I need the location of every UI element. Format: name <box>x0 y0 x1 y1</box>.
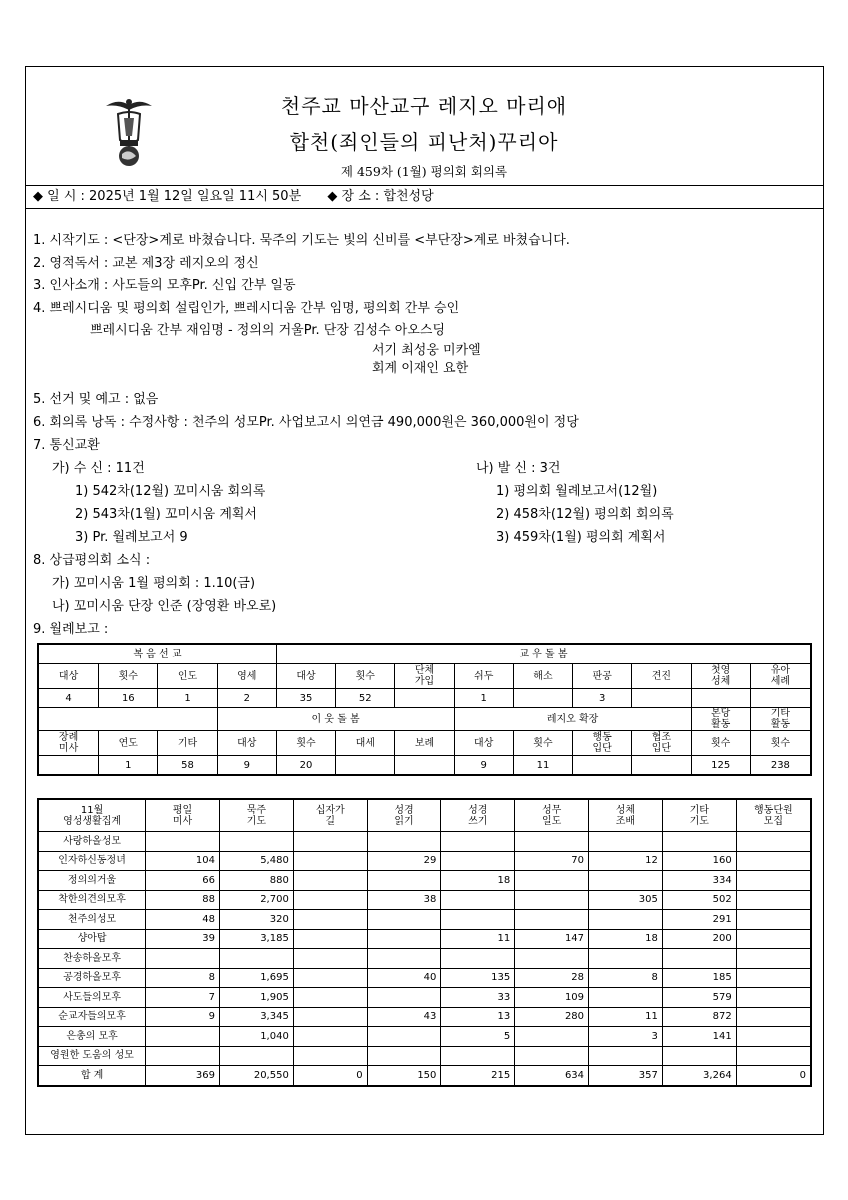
item-2: 2. 영적독서 : 교본 제3장 레지오의 정신 <box>33 256 259 271</box>
count-cell <box>736 949 811 969</box>
count-cell <box>293 988 367 1008</box>
table-row <box>38 851 811 871</box>
top-header-cell-11: 첫영 성체 <box>691 664 750 689</box>
table-row <box>38 1007 811 1027</box>
top-header-cell-12: 유아 세례 <box>750 664 811 689</box>
count-cell: 88 <box>146 890 220 910</box>
count-cell: 872 <box>662 1007 736 1027</box>
top-value2-cell-7: 9 <box>454 756 513 776</box>
count-cell <box>293 968 367 988</box>
meeting-info <box>25 185 824 209</box>
item-7: 7. 통신교환 <box>33 438 100 453</box>
count-cell: 29 <box>367 851 441 871</box>
received-1: 1) 542차(12월) 꼬미시움 회의록 <box>75 484 266 499</box>
count-cell <box>293 851 367 871</box>
top-header-cell-0: 대상 <box>38 664 99 689</box>
monthly-activity-table <box>37 643 812 776</box>
top-header2-cell-11: 횟수 <box>691 731 750 756</box>
top-value-cell-2: 1 <box>158 689 217 708</box>
count-cell <box>662 949 736 969</box>
count-cell <box>367 910 441 930</box>
sent-3: 3) 459차(1월) 평의회 계획서 <box>496 530 666 545</box>
meeting-date: ◆ 일 시 : 2025년 1월 12일 일요일 11시 50분 <box>33 189 302 204</box>
count-cell <box>662 1046 736 1066</box>
count-cell <box>293 832 367 852</box>
count-cell <box>293 910 367 930</box>
received-3: 3) Pr. 월례보고서 9 <box>75 530 188 545</box>
top-value-cell-0: 4 <box>38 689 99 708</box>
top-value2-cell-9 <box>573 756 632 776</box>
count-cell: 634 <box>515 1066 589 1086</box>
count-cell: 0 <box>293 1066 367 1086</box>
count-cell: 357 <box>589 1066 663 1086</box>
count-cell: 502 <box>662 890 736 910</box>
received-2: 2) 543차(1월) 꼬미시움 계획서 <box>75 507 257 522</box>
count-cell <box>736 1007 811 1027</box>
top-value-cell-10 <box>632 689 691 708</box>
title-main: 천주교 마산교구 레지오 마리애 <box>280 94 568 118</box>
top-value2-cell-12: 238 <box>750 756 811 776</box>
count-cell: 2,700 <box>219 890 293 910</box>
count-cell <box>367 832 441 852</box>
count-cell <box>736 1046 811 1066</box>
item-4-sub-2: 서기 최성웅 미카엘 <box>372 343 481 358</box>
count-cell <box>293 949 367 969</box>
count-cell: 104 <box>146 851 220 871</box>
item-8-sub-1: 가) 꼬미시움 1월 평의회 : 1.10(금) <box>52 576 256 591</box>
count-cell <box>146 949 220 969</box>
praesidium-name: 정의의거울 <box>38 871 146 891</box>
count-cell: 38 <box>367 890 441 910</box>
top-value2-cell-1: 1 <box>99 756 158 776</box>
praesidium-name: 샹아탑 <box>38 929 146 949</box>
meeting-subtitle: 제 459차 (1월) 평의회 회의록 <box>340 164 508 179</box>
count-cell <box>736 1027 811 1047</box>
count-cell: 579 <box>662 988 736 1008</box>
top-value2-cell-0 <box>38 756 99 776</box>
table-row <box>38 929 811 949</box>
count-cell <box>441 832 515 852</box>
count-cell: 305 <box>589 890 663 910</box>
praesidium-name: 착한의견의모후 <box>38 890 146 910</box>
count-cell: 3,264 <box>662 1066 736 1086</box>
count-cell <box>589 949 663 969</box>
top-value2-cell-3: 9 <box>217 756 276 776</box>
group-legion-expansion: 레지오 확장 <box>454 708 691 731</box>
count-cell <box>367 1046 441 1066</box>
count-cell: 43 <box>367 1007 441 1027</box>
count-cell <box>736 871 811 891</box>
count-cell: 1,040 <box>219 1027 293 1047</box>
meeting-place: ◆ 장 소 : 합천성당 <box>327 189 434 204</box>
top-header2-cell-0: 장례 미사 <box>38 731 99 756</box>
total-row <box>38 1066 811 1086</box>
count-cell <box>441 890 515 910</box>
sent-1: 1) 평의회 월례보고서(12월) <box>496 484 658 499</box>
top-value2-cell-5 <box>336 756 395 776</box>
count-cell: 7 <box>146 988 220 1008</box>
count-cell <box>736 988 811 1008</box>
top-value-cell-9: 3 <box>573 689 632 708</box>
top-header-cell-9: 판공 <box>573 664 632 689</box>
count-cell <box>736 832 811 852</box>
title-curia: 합천(죄인들의 피난처)꾸리아 <box>289 130 559 154</box>
count-cell: 320 <box>219 910 293 930</box>
group-neighbor-care: 이 웃 돌 봄 <box>217 708 454 731</box>
count-cell: 109 <box>515 988 589 1008</box>
spiritual-header-7: 성체 조배 <box>589 799 663 832</box>
praesidium-name: 은총의 모후 <box>38 1027 146 1047</box>
top-header2-cell-12: 횟수 <box>750 731 811 756</box>
top-header2-cell-8: 횟수 <box>513 731 572 756</box>
spiritual-life-table <box>37 798 812 1087</box>
count-cell: 141 <box>662 1027 736 1047</box>
table-row <box>38 949 811 969</box>
count-cell <box>515 890 589 910</box>
count-cell <box>589 910 663 930</box>
top-header2-cell-2: 기타 <box>158 731 217 756</box>
spiritual-header-1: 평일 미사 <box>146 799 220 832</box>
count-cell: 20,550 <box>219 1066 293 1086</box>
group-evangelization: 복 음 선 교 <box>38 644 276 664</box>
count-cell <box>736 910 811 930</box>
count-cell: 135 <box>441 968 515 988</box>
count-cell: 369 <box>146 1066 220 1086</box>
top-header-cell-7: 쉬두 <box>454 664 513 689</box>
top-value2-cell-11: 125 <box>691 756 750 776</box>
count-cell <box>146 1046 220 1066</box>
top-header-cell-6: 단체 가입 <box>395 664 454 689</box>
praesidium-name: 영원한 도움의 성모 <box>38 1046 146 1066</box>
top-header-cell-3: 영세 <box>217 664 276 689</box>
count-cell <box>441 949 515 969</box>
count-cell: 185 <box>662 968 736 988</box>
count-cell <box>441 1046 515 1066</box>
count-cell: 33 <box>441 988 515 1008</box>
item-4-sub-3: 회계 이재인 요한 <box>372 361 469 376</box>
item-8: 8. 상급평의회 소식 : <box>33 553 151 568</box>
item-9: 9. 월례보고 : <box>33 622 109 637</box>
top-value2-cell-10 <box>632 756 691 776</box>
count-cell: 11 <box>441 929 515 949</box>
count-cell: 147 <box>515 929 589 949</box>
count-cell <box>219 832 293 852</box>
count-cell: 8 <box>146 968 220 988</box>
count-cell <box>367 949 441 969</box>
count-cell: 48 <box>146 910 220 930</box>
top-value2-cell-8: 11 <box>513 756 572 776</box>
count-cell: 150 <box>367 1066 441 1086</box>
table-row <box>38 988 811 1008</box>
top-value2-cell-2: 58 <box>158 756 217 776</box>
group-other-activity: 기타 활동 <box>750 708 811 731</box>
count-cell <box>367 871 441 891</box>
count-cell <box>441 910 515 930</box>
count-cell <box>515 1027 589 1047</box>
count-cell <box>367 1027 441 1047</box>
top-header-cell-1: 횟수 <box>99 664 158 689</box>
top-header-cell-10: 견진 <box>632 664 691 689</box>
praesidium-name: 찬송하올모후 <box>38 949 146 969</box>
count-cell <box>515 832 589 852</box>
praesidium-name: 합 계 <box>38 1066 146 1086</box>
table-row <box>38 910 811 930</box>
spiritual-header-8: 기타 기도 <box>662 799 736 832</box>
top-header-cell-8: 해소 <box>513 664 572 689</box>
count-cell <box>293 929 367 949</box>
count-cell <box>367 988 441 1008</box>
top-header-cell-4: 대상 <box>276 664 335 689</box>
top-value-cell-8 <box>513 689 572 708</box>
item-5: 5. 선거 및 예고 : 없음 <box>33 392 159 407</box>
count-cell: 18 <box>589 929 663 949</box>
count-cell: 160 <box>662 851 736 871</box>
count-cell: 1,905 <box>219 988 293 1008</box>
count-cell: 215 <box>441 1066 515 1086</box>
count-cell <box>736 929 811 949</box>
count-cell <box>589 871 663 891</box>
count-cell: 280 <box>515 1007 589 1027</box>
table-row <box>38 890 811 910</box>
count-cell: 18 <box>441 871 515 891</box>
count-cell: 291 <box>662 910 736 930</box>
count-cell <box>589 832 663 852</box>
count-cell <box>293 871 367 891</box>
count-cell <box>293 1007 367 1027</box>
count-cell <box>219 949 293 969</box>
group-parish-activity: 본당 활동 <box>691 708 750 731</box>
count-cell: 28 <box>515 968 589 988</box>
top-header2-cell-4: 횟수 <box>276 731 335 756</box>
count-cell <box>736 890 811 910</box>
sent-count: 나) 발 신 : 3건 <box>476 461 561 476</box>
top-header2-cell-3: 대상 <box>217 731 276 756</box>
count-cell: 0 <box>736 1066 811 1086</box>
count-cell: 5 <box>441 1027 515 1047</box>
praesidium-name: 인자하신동정녀 <box>38 851 146 871</box>
praesidium-name: 사도들의모후 <box>38 988 146 1008</box>
table-row <box>38 968 811 988</box>
count-cell <box>736 968 811 988</box>
count-cell: 11 <box>589 1007 663 1027</box>
top-header2-cell-5: 대세 <box>336 731 395 756</box>
count-cell: 40 <box>367 968 441 988</box>
top-value-cell-4: 35 <box>276 689 335 708</box>
item-3: 3. 인사소개 : 사도들의 모후Pr. 신입 간부 일동 <box>33 278 296 293</box>
top-header-cell-5: 횟수 <box>336 664 395 689</box>
count-cell: 334 <box>662 871 736 891</box>
top-value-cell-12 <box>750 689 811 708</box>
item-4: 4. 쁘레시디움 및 평의회 설립인가, 쁘레시디움 간부 임명, 평의회 간부 승인 <box>33 301 460 316</box>
count-cell: 200 <box>662 929 736 949</box>
top-value2-cell-6 <box>395 756 454 776</box>
count-cell <box>515 910 589 930</box>
spiritual-header-3: 십자가 길 <box>293 799 367 832</box>
praesidium-name: 공경하올모후 <box>38 968 146 988</box>
received-count: 가) 수 신 : 11건 <box>52 461 145 476</box>
table-row <box>38 832 811 852</box>
top-value-cell-11 <box>691 689 750 708</box>
count-cell: 66 <box>146 871 220 891</box>
item-6: 6. 회의록 낭독 : 수정사항 : 천주의 성모Pr. 사업보고시 의연금 490,000원은 360,000원이 정당 <box>33 415 579 430</box>
count-cell: 39 <box>146 929 220 949</box>
count-cell <box>589 988 663 1008</box>
top-value-cell-1: 16 <box>99 689 158 708</box>
spiritual-header-9: 행동단원 모집 <box>736 799 811 832</box>
count-cell <box>146 832 220 852</box>
top-value2-cell-4: 20 <box>276 756 335 776</box>
top-value-cell-6 <box>395 689 454 708</box>
count-cell <box>515 1046 589 1066</box>
top-value-cell-7: 1 <box>454 689 513 708</box>
spiritual-header-5: 성경 쓰기 <box>441 799 515 832</box>
count-cell <box>293 1027 367 1047</box>
item-4-sub-1: 쁘레시디움 간부 재임명 - 정의의 거울Pr. 단장 김성수 아오스딩 <box>90 323 446 338</box>
table-row <box>38 871 811 891</box>
count-cell: 12 <box>589 851 663 871</box>
top-header2-cell-1: 연도 <box>99 731 158 756</box>
top-header2-cell-10: 협조 입단 <box>632 731 691 756</box>
spiritual-header-0: 11월 영성생활집계 <box>38 799 146 832</box>
praesidium-name: 순교자들의모후 <box>38 1007 146 1027</box>
count-cell: 3,345 <box>219 1007 293 1027</box>
praesidium-name: 천주의성모 <box>38 910 146 930</box>
count-cell: 3,185 <box>219 929 293 949</box>
count-cell: 5,480 <box>219 851 293 871</box>
top-header2-cell-9: 행동 입단 <box>573 731 632 756</box>
top-value-cell-3: 2 <box>217 689 276 708</box>
spiritual-header-6: 성무 일도 <box>515 799 589 832</box>
count-cell <box>441 851 515 871</box>
spiritual-header-2: 묵주 기도 <box>219 799 293 832</box>
count-cell <box>293 890 367 910</box>
count-cell <box>367 929 441 949</box>
count-cell: 9 <box>146 1007 220 1027</box>
count-cell <box>589 1046 663 1066</box>
top-value-cell-5: 52 <box>336 689 395 708</box>
count-cell <box>219 1046 293 1066</box>
count-cell: 3 <box>589 1027 663 1047</box>
sent-2: 2) 458차(12월) 평의회 회의록 <box>496 507 674 522</box>
table-row <box>38 1046 811 1066</box>
count-cell: 1,695 <box>219 968 293 988</box>
top-header2-cell-7: 대상 <box>454 731 513 756</box>
count-cell: 8 <box>589 968 663 988</box>
item-8-sub-2: 나) 꼬미시움 단장 인준 (장영환 바오로) <box>52 599 277 614</box>
item-1: 1. 시작기도 : <단장>계로 바쳤습니다. 묵주의 기도는 빛의 신비를 <부단장>계로 바쳤습니다. <box>33 233 570 248</box>
count-cell: 70 <box>515 851 589 871</box>
spiritual-header-4: 성경 읽기 <box>367 799 441 832</box>
count-cell <box>146 1027 220 1047</box>
table-row <box>38 1027 811 1047</box>
count-cell <box>515 949 589 969</box>
count-cell <box>736 851 811 871</box>
count-cell <box>293 1046 367 1066</box>
top-header-cell-2: 인도 <box>158 664 217 689</box>
top-header2-cell-6: 보례 <box>395 731 454 756</box>
count-cell: 13 <box>441 1007 515 1027</box>
count-cell <box>515 871 589 891</box>
praesidium-name: 사랑하올성모 <box>38 832 146 852</box>
count-cell <box>662 832 736 852</box>
group-member-care: 교 우 돌 봄 <box>276 644 811 664</box>
count-cell: 880 <box>219 871 293 891</box>
